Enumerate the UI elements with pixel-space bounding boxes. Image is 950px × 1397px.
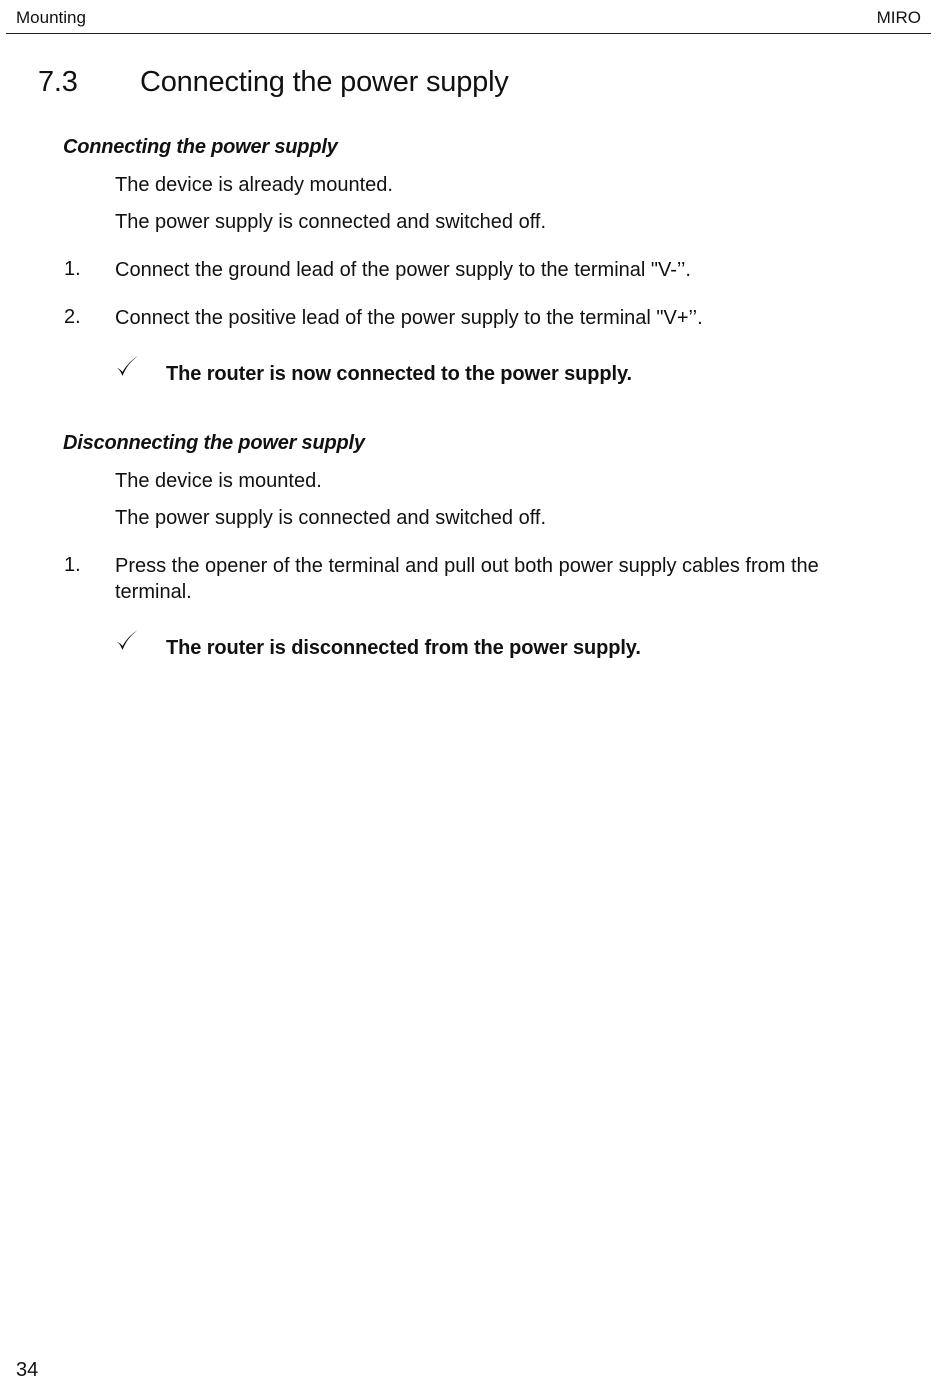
- disconnecting-result: The router is disconnected from the power supply.: [166, 637, 641, 659]
- header-chapter: Mounting: [16, 8, 86, 27]
- step-text: Press the opener of the terminal and pull out both power supply cables from the terminal.: [115, 555, 819, 603]
- step-text: Connect the positive lead of the power supply to the terminal "V+’’.: [115, 307, 703, 329]
- step-number: 2.: [64, 306, 81, 328]
- disconnecting-prerequisite: The power supply is connected and switched off.: [115, 507, 546, 529]
- checkmark-icon: [114, 354, 140, 380]
- step-text: Connect the ground lead of the power supply to the terminal "V-’’.: [115, 259, 691, 281]
- connecting-subheading: Connecting the power supply: [63, 136, 338, 158]
- disconnecting-subheading: Disconnecting the power supply: [63, 432, 365, 454]
- section-number: 7.3: [38, 66, 78, 98]
- section-title: Connecting the power supply: [140, 66, 509, 98]
- header-product: MIRO: [876, 8, 921, 27]
- step-number: 1.: [64, 554, 81, 576]
- checkmark-icon: [114, 628, 140, 654]
- page-number: 34: [16, 1359, 39, 1381]
- step-number: 1.: [64, 258, 81, 280]
- disconnecting-prerequisite: The device is mounted.: [115, 470, 322, 492]
- connecting-prerequisite: The power supply is connected and switched off.: [115, 211, 546, 233]
- page-header: [6, 6, 931, 34]
- connecting-result: The router is now connected to the power supply.: [166, 363, 632, 385]
- connecting-prerequisite: The device is already mounted.: [115, 174, 393, 196]
